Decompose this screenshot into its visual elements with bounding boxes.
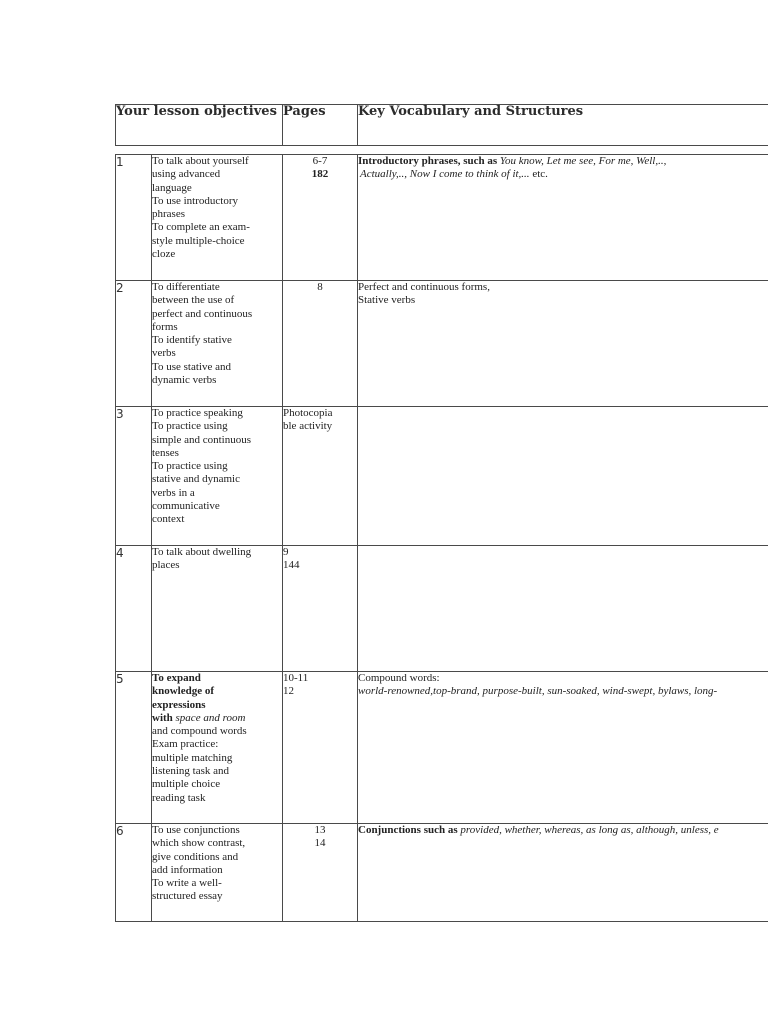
page-ref: 144	[283, 559, 300, 572]
objective-line: add information	[152, 863, 223, 876]
row-objectives	[152, 407, 283, 546]
objective-line: using advanced	[152, 168, 221, 181]
objective-line: To talk about yourself	[152, 155, 249, 167]
vocab-plain-text: etc.	[529, 168, 548, 181]
objective-line: communicative	[152, 500, 220, 513]
objective-line: dynamic verbs	[152, 374, 217, 387]
row-vocab	[358, 281, 768, 407]
objective-line: To use introductory	[152, 194, 238, 207]
header-row	[116, 105, 768, 146]
objective-line: To practice using	[152, 420, 228, 433]
row-vocab	[358, 672, 768, 824]
table-row	[116, 155, 768, 281]
objective-line: multiple choice	[152, 778, 221, 791]
page-ref: 182	[311, 168, 329, 181]
vocab-bold-text: Introductory phrases, such as	[358, 155, 500, 167]
vocab-line	[358, 168, 768, 181]
objective-line: multiple matching	[152, 751, 233, 764]
vocab-line	[358, 155, 768, 168]
row-objectives	[152, 672, 283, 824]
objective-line: To write a well-	[152, 877, 222, 890]
table-row	[116, 281, 768, 407]
objective-line: forms	[152, 320, 178, 333]
row-vocab	[358, 407, 768, 546]
page-ref: 10-11	[283, 672, 309, 684]
objective-line: stative and dynamic	[152, 473, 240, 486]
page-ref: 6-7	[312, 155, 328, 167]
vocab-line	[358, 824, 768, 837]
objective-line: give conditions and	[152, 850, 239, 863]
table-row	[116, 546, 768, 672]
row-number: 2	[116, 281, 152, 407]
vocab-bold-text: Conjunctions such as	[358, 824, 461, 836]
row-pages	[283, 281, 358, 407]
lesson-rows-table	[115, 154, 768, 922]
objective-line: verbs in a	[152, 486, 195, 499]
objective-line: reading task	[152, 791, 206, 804]
objective-line: style multiple-choice	[152, 234, 245, 247]
header-pages: Pages	[283, 105, 358, 146]
row-pages	[283, 824, 358, 922]
page-ref: ble activity	[283, 420, 333, 433]
vocab-italic-text: You know, Let me see, For me, Well,..,	[499, 155, 667, 167]
objective-line: To talk about dwelling	[152, 546, 252, 558]
objective-line: context	[152, 513, 185, 526]
page-ref: 12	[283, 685, 294, 698]
table-row	[116, 824, 768, 922]
vocab-line: Compound words:	[358, 672, 440, 684]
table-row	[116, 672, 768, 824]
objective-line: To practice speaking	[152, 407, 243, 419]
table-row	[116, 407, 768, 546]
row-number: 5	[116, 672, 152, 824]
row-number: 1	[116, 155, 152, 281]
row-vocab	[358, 155, 768, 281]
objective-line: phrases	[152, 208, 185, 221]
vocab-line: Perfect and continuous forms,	[358, 281, 490, 293]
objective-line: listening task and	[152, 765, 229, 778]
vocab-line: Stative verbs	[358, 294, 416, 307]
objective-line: To use conjunctions	[152, 824, 240, 836]
row-pages	[283, 546, 358, 672]
objective-italic-text: space and room	[175, 711, 246, 724]
row-objectives	[152, 546, 283, 672]
row-pages	[283, 672, 358, 824]
page-ref: Photocopia	[283, 407, 333, 419]
objective-line: Exam practice:	[152, 738, 219, 751]
vocab-italic-text: provided, whether, whereas, as long as, although, unless, e	[460, 824, 719, 836]
objective-line: To expand	[152, 672, 201, 684]
header-objectives: Your lesson objectives	[116, 105, 283, 146]
row-number: 3	[116, 407, 152, 546]
objective-line: between the use of	[152, 294, 235, 307]
row-vocab	[358, 546, 768, 672]
row-objectives	[152, 281, 283, 407]
lesson-plan-table	[115, 104, 768, 146]
page-ref: 13	[314, 824, 326, 836]
header-vocab: Key Vocabulary and Structures	[358, 105, 768, 146]
objective-line: To complete an exam-	[152, 221, 250, 234]
row-objectives	[152, 824, 283, 922]
objective-line: simple and continuous	[152, 433, 251, 446]
objective-line: tenses	[152, 446, 179, 459]
row-vocab	[358, 824, 768, 922]
page-ref: 9	[283, 546, 289, 558]
objective-line: cloze	[152, 248, 176, 261]
objective-line: verbs	[152, 347, 176, 360]
objective-line: To use stative and	[152, 360, 231, 373]
objective-line: structured essay	[152, 890, 223, 903]
objective-line	[152, 712, 282, 725]
objective-with-text: with	[152, 711, 176, 724]
vocab-italic-text: Actually,.., Now I come to think of it,...	[360, 168, 530, 181]
row-pages	[283, 407, 358, 546]
objective-line: To differentiate	[152, 281, 220, 293]
row-number: 6	[116, 824, 152, 922]
row-number: 4	[116, 546, 152, 672]
objective-line: perfect and continuous	[152, 307, 253, 320]
objective-line: knowledge of	[152, 685, 215, 698]
objective-line: To practice using	[152, 460, 228, 473]
objective-line: places	[152, 559, 180, 572]
objective-line: To identify stative	[152, 334, 232, 347]
row-objectives	[152, 155, 283, 281]
vocab-line: world-renowned,top-brand, purpose-built, sun-soaked, wind-swept, bylaws, long-	[358, 685, 718, 698]
objective-line: which show contrast,	[152, 837, 246, 850]
objective-line: and compound words	[152, 725, 247, 738]
objective-line: expressions	[152, 698, 206, 711]
page-ref: 8	[317, 281, 323, 293]
objective-line: language	[152, 181, 192, 194]
page-ref: 14	[314, 837, 326, 850]
row-pages	[283, 155, 358, 281]
